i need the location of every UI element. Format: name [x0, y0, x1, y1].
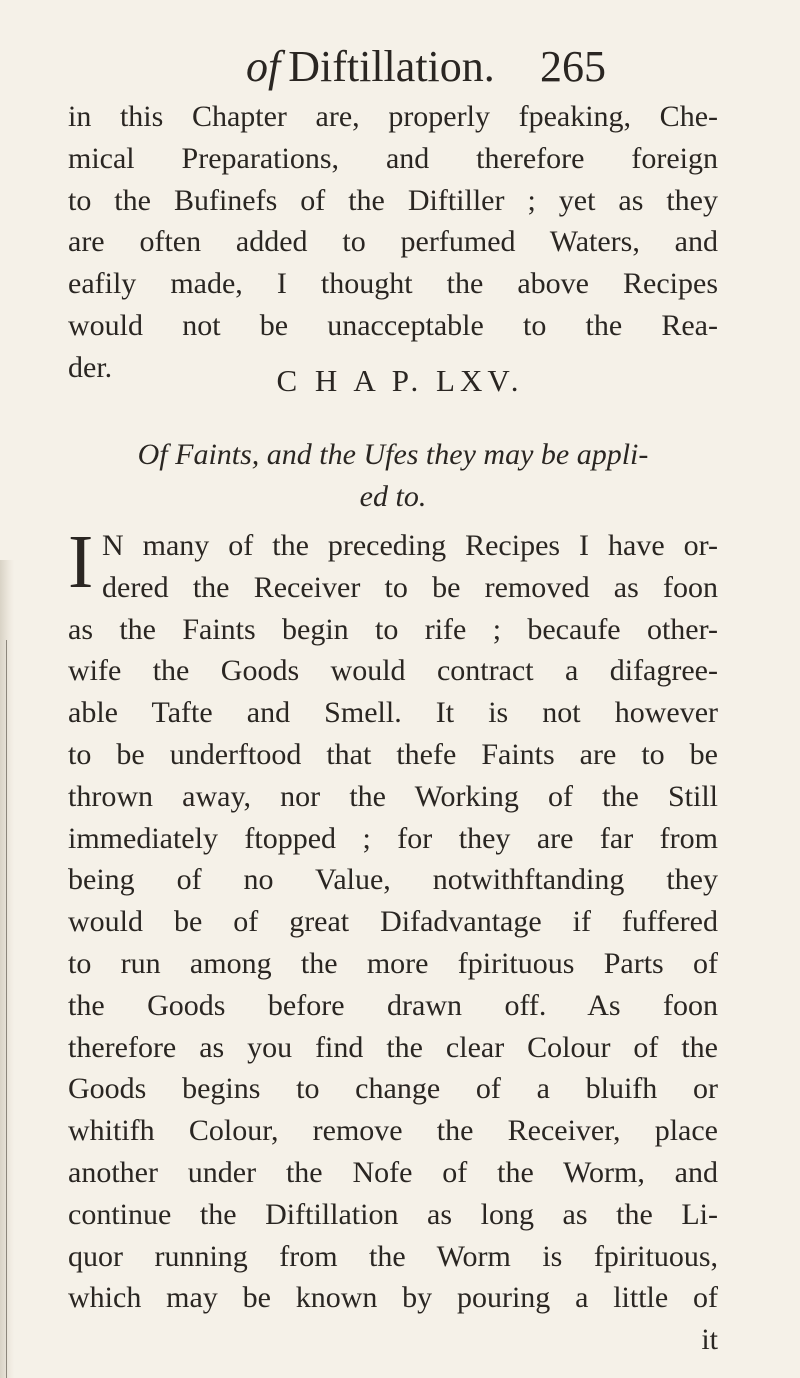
text-line: as the Faints begin to rife ; becaufe other-: [68, 612, 718, 646]
text-line: to be underftood that thefe Faints are to be: [68, 737, 718, 771]
text-line: to the Bufinefs of the Diftiller ; yet as they: [68, 183, 718, 217]
page-number: 265: [540, 42, 606, 91]
text-line: immediately ftopped ; for they are far from: [68, 821, 718, 855]
text-line: wife the Goods would contract a difagree-: [68, 654, 718, 688]
running-header: [246, 38, 606, 96]
text-line: in this Chapter are, properly fpeaking, Che-: [68, 100, 718, 133]
text-line: are often added to perfumed Waters, and: [68, 225, 718, 259]
text-line: to run among the more fpirituous Parts of: [68, 946, 718, 980]
text-line: being of no Value, notwithftanding they: [68, 863, 718, 897]
text-line: thrown away, nor the Working of the Still: [68, 779, 718, 813]
text-line: Goods begins to change of a bluifh or: [68, 1072, 718, 1106]
paragraph-1: [68, 96, 718, 389]
text-line: N many of the preceding Recipes I have or-: [102, 529, 718, 562]
text-line: which may be known by pouring a little of: [68, 1281, 718, 1315]
text-line: der.: [68, 350, 113, 384]
text-line: would be of great Difadvantage if fuffered: [68, 905, 718, 939]
binding-shadow: [0, 560, 14, 1378]
text-line: the Goods before drawn off. As foon: [68, 988, 718, 1022]
header-title: Diftillation.: [288, 42, 495, 91]
binding-edge-line: [6, 640, 7, 1378]
text-line: would not be unacceptable to the Rea-: [68, 308, 718, 342]
text-line: able Tafte and Smell. It is not however: [68, 696, 718, 730]
text-line: mical Preparations, and therefore foreign: [68, 141, 718, 175]
paragraph-2: [68, 520, 718, 1361]
text-line: quor running from the Worm is fpirituous,: [68, 1239, 718, 1273]
text-line: eafily made, I thought the above Recipes: [68, 267, 718, 301]
catchword: it: [701, 1323, 718, 1357]
drop-cap: I: [68, 520, 94, 604]
chapter-title-line: ed to.: [359, 480, 427, 513]
chapter-heading: C H A P. LXV.: [276, 363, 524, 398]
text-line: another under the Nofe of the Worm, and: [68, 1155, 718, 1189]
text-line: whitifh Colour, remove the Receiver, place: [68, 1114, 718, 1148]
text-line: therefore as you find the clear Colour of the: [68, 1030, 718, 1064]
text-line: continue the Diftillation as long as the Li-: [68, 1197, 718, 1231]
chapter-title: [68, 434, 718, 518]
text-line: dered the Receiver to be removed as foon: [102, 570, 718, 604]
header-prefix: of: [246, 42, 281, 91]
chapter-title-line: Of Faints, and the Ufes they may be appli-: [137, 438, 649, 471]
